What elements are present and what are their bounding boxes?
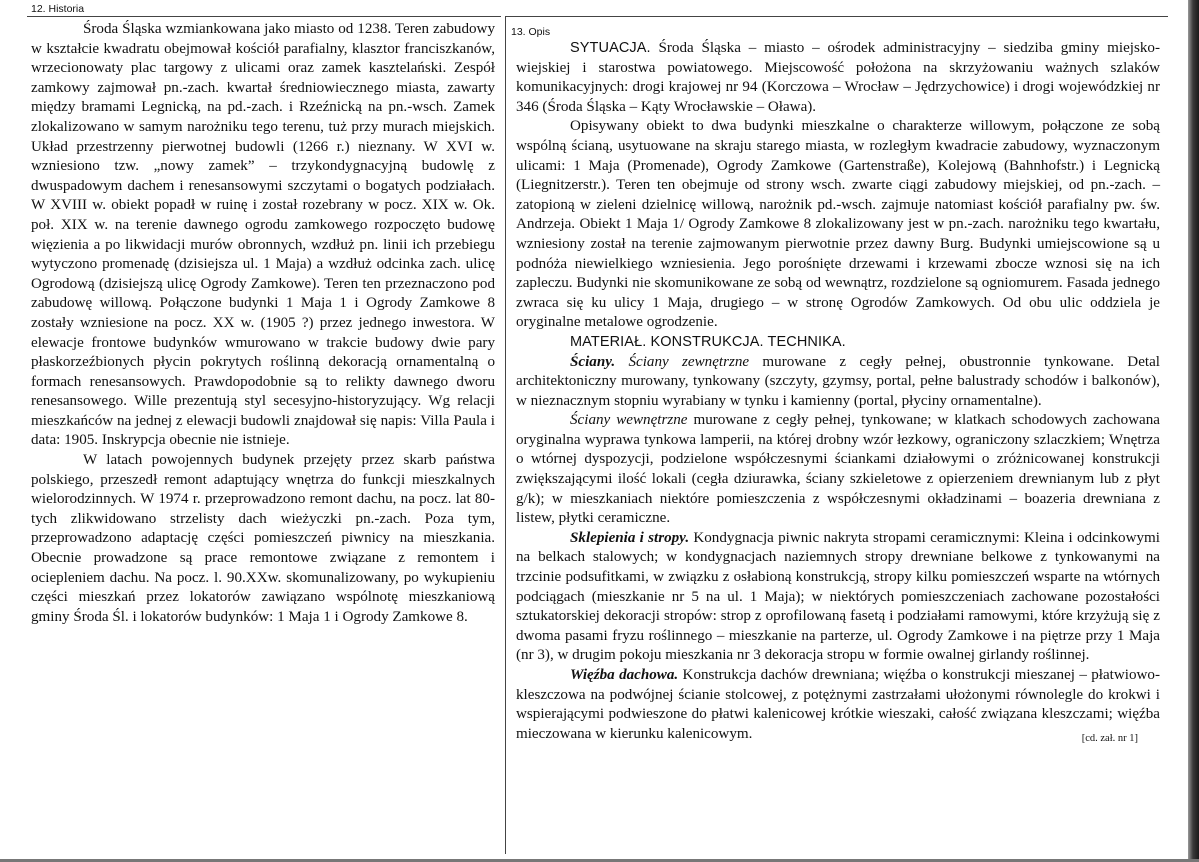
history-header: 12. Historia	[31, 3, 85, 15]
external-walls-text: murowane z cegły pełnej, obustronnie tynkowane. Detal architektoniczny murowany, tynkowany (szczyty, gzymsy, portal, pełne balustrady schodów i balkonów), w nieznacznym stopniu wyrabiany w tynku i kamienny (portal, płyciny ornamentalne).	[516, 353, 1160, 409]
description-text	[516, 39, 1160, 748]
material-heading-line	[516, 333, 1160, 353]
situation-text: Środa Śląska – miasto – ośrodek administracyjny – siedziba gminy miejsko-wiejskiej i starostwa powiatowego. Miejscowość położona na skrzyżowaniu ważnych szlaków komunikacyjnych: drogi krajowej nr 94 (Korczowa – Wrocław – Jędrzychowice) i drogi wojewódzkiej nr 346 (Środa Śląska – Kąty Wrocławskie – Oława).	[516, 40, 1160, 115]
walls-paragraph	[516, 353, 1160, 412]
roof-paragraph	[516, 666, 1160, 744]
internal-walls-label: Ściany wewnętrzne	[570, 412, 688, 429]
vaults-text: Kondygnacja piwnic nakryta stropami ceramicznymi: Kleina i odcinkowymi na belkach stalowych; w kondygnacjach naziemnych stropy drewniane belkowe z tynkowanymi na trzcinie podsufitkami, w związku z osłabioną konstrukcją, stropy kilku pomieszczeń wsparte na wtórnych podciągach (mieszkanie nr 5 na ul. 1 Maja); w niektórych pomieszczeniach zachowane pozostałości sztukatorskiej dekoracji stropów: strop z oprofilowaną fasetą i podziałami ramowymi, które krzyżują się z dwoma pasami fryzu roślinnego – mieszkanie na parterze, ul. Ogrody Zamkowe i na piętrze przy 1 Maja (nr 3), w drugim pokoju mieszkania nr 3 dekoracja stropu w formie owalnej girlandy roślinnej.	[516, 529, 1160, 664]
scan-edge-right	[1188, 0, 1199, 862]
roof-text: Konstrukcja dachów drewniana; więźba o konstrukcji mieszanej – płatwiowo-kleszczowa na podwójnej ścianie stolcowej, z potężnymi zastrzałami ułożonymi równolegle do krokwi i wspierającymi podwieszone do płatwi kalenicowej krótkie wieszaki, całość związana kleszczami; więźba mieczowana w kierunku kalenicowym.	[516, 667, 1160, 742]
continuation-note: [cd. zał. nr 1]	[1081, 732, 1138, 744]
material-heading: MATERIAŁ. KONSTRUKCJA. TECHNIKA.	[570, 333, 846, 350]
history-column	[27, 3, 501, 854]
vaults-paragraph	[516, 529, 1160, 666]
internal-walls-text: murowane z cegły pełnej, tynkowane; w klatkach schodowych zachowana oryginalna wyprawa tynkowa lamperii, na której drobny wzór łezkowy, ograniczony szlaczkiem; Wnętrza o wtórnej dyspozycji, podzielone współczesnymi ściankami działowymi o zróżnicowanej konstrukcji zwiększającymi ilość lokali (cegła dziurawka, ściany szkieletowe z opierzeniem drewnianym lub z płyt g/k); w mieszkaniach niektóre pomieszczenia z współczesnymi okładzinami – boazeria drewniana z listew, płytki ceramiczne.	[516, 412, 1160, 527]
description-column	[505, 16, 1168, 854]
situation-heading: SYTUACJA.	[570, 40, 651, 56]
roof-heading: Więźba dachowa.	[570, 667, 679, 683]
description-header: 13. Opis	[511, 26, 551, 38]
object-paragraph: Opisywany obiekt to dwa budynki mieszkalne o charakterze willowym, połączone ze sobą wspólną ścianą, usytuowane na skraju starego miasta, w rozległym kwadracie zabudowy, wyznaczonym ulicami: 1 Maja (Promenade), Ogrody Zamkowe (Gartenstraße), Kolejową (Bahnhofstr.) i Legnicką (Liegnitzerstr.). Teren ten obejmuje od strony wsch. zwarte ciągi zabudowy miejskiej, od pn.-zach. – zatopioną w zieleni dzielnicę willową, narożnik pd.-wsch. zajmuje natomiast kościół parafialny pw. św. Andrzeja. Obiekt 1 Maja 1/ Ogrody Zamkowe 8 zlokalizowany jest w pn.-zach. narożniku tego kwartału, wzniesiony został na terenie zajmowanym pierwotnie przez dawny Burg. Budynki umiejscowione są u podnóża niewielkiego wzniesienia. Jego porośnięte drzewami i krzewami zbocze wznosi się na ich zapleczu. Budynki nie skomunikowane ze sobą od wewnątrz, rozdzielone są ogniomurem. Fasada jednego zwraca się ku ulicy 1 Maja, drugiego – w stronę Ogrodów Zamkowych. Od obu ulic oddziela je oryginalne metalowe ogrodzenie.	[516, 118, 1160, 331]
vaults-heading: Sklepienia i stropy.	[570, 529, 690, 546]
situation-paragraph	[516, 39, 1160, 117]
walls-heading: Ściany.	[570, 353, 616, 370]
history-text	[31, 20, 495, 627]
history-paragraph-1: Środa Śląska wzmiankowana jako miasto od 1238. Teren zabudowy w kształcie kwadratu obejmował kościół parafialny, klasztor franciszkanów, wrzecionowaty plac targowy z ulicami oraz zamek kasztelański. Zespół zamkowy zajmował pn.-zach. kwartał średniowiecznego miasta, zawarty między bramami Legnicką, na pd.-zach. i Rzeźnicką na pn.-wsch. Zamek zlokalizowano w samym narożniku tego terenu, tuż przy murach miejskich. Układ przestrzenny pierwotnej budowli (1266 r.) nieznany. W XVI w. wzniesiono tzw. „nowy zamek” – trzykondygnacyjną budowlę z dwuspadowym dachem i renesansowymi szczytami o bogatych podziałach. W XVIII w. obiekt popadł w ruinę i został rozebrany w pocz. XIX w. Ok. poł. XIX w. na terenie dawnego ogrodu zamkowego rozpoczęto budowę więzienia a po likwidacji murów obronnych, wzdłuż pn. linii ich przebiegu wytyczono promenadę (dzisiejsza ul. 1 Maja) a wzdłuż odcinka zach. ulicę Ogrodową (dzisiejszą ulicę Ogrody Zamkowe). Teren ten przeznaczono pod zabudowę willową. Połączone budynki 1 Maja 1 i Ogrody Zamkowe 8 zostały wzniesione na pocz. XX w. (1905 ?) przez jednego inwestora. W elewacje frontowe budynków wmurowano w trakcie budowy dwie pary płaskorzeźbionych płycin pokrytych roślinną dekoracją ornamentalną o formach renesansowych. Prawdopodobnie są to relikty dawnego dworu renesansowego. Wille prezentują styl secesyjno-historyzujący. Wg relacji mieszkańców na jednej z elewacji budowli znajdował się napis: Villa Paula i data: 1905. Inskrypcja obecnie nie istnieje.	[31, 21, 495, 449]
internal-walls-paragraph	[516, 411, 1160, 529]
history-paragraph-2: W latach powojennych budynek przejęty przez skarb państwa polskiego, przeszedł remont adaptujący wnętrza do funkcji mieszkalnych wielorodzinnych. W 1974 r. przeprowadzono remont dachu, na pocz. lat 80-tych zlikwidowano strzelisty dach wieżyczki pn.-zach. Poza tym, przeprowadzono adaptację części pomieszczeń piwnicy na mieszkania. Obecnie prowadzone są prace remontowe związane z remontem i ociepleniem dachu. Na pocz. l. 90.XXw. skomunalizowany, po wykupieniu części mieszkań przez lokatorów zawiązano wspólnotę mieszkaniową gminy Środa Śl. i lokatorów budynków: 1 Maja 1 i Ogrody Zamkowe 8.	[31, 452, 495, 625]
external-walls-label: Ściany zewnętrzne	[628, 353, 750, 370]
